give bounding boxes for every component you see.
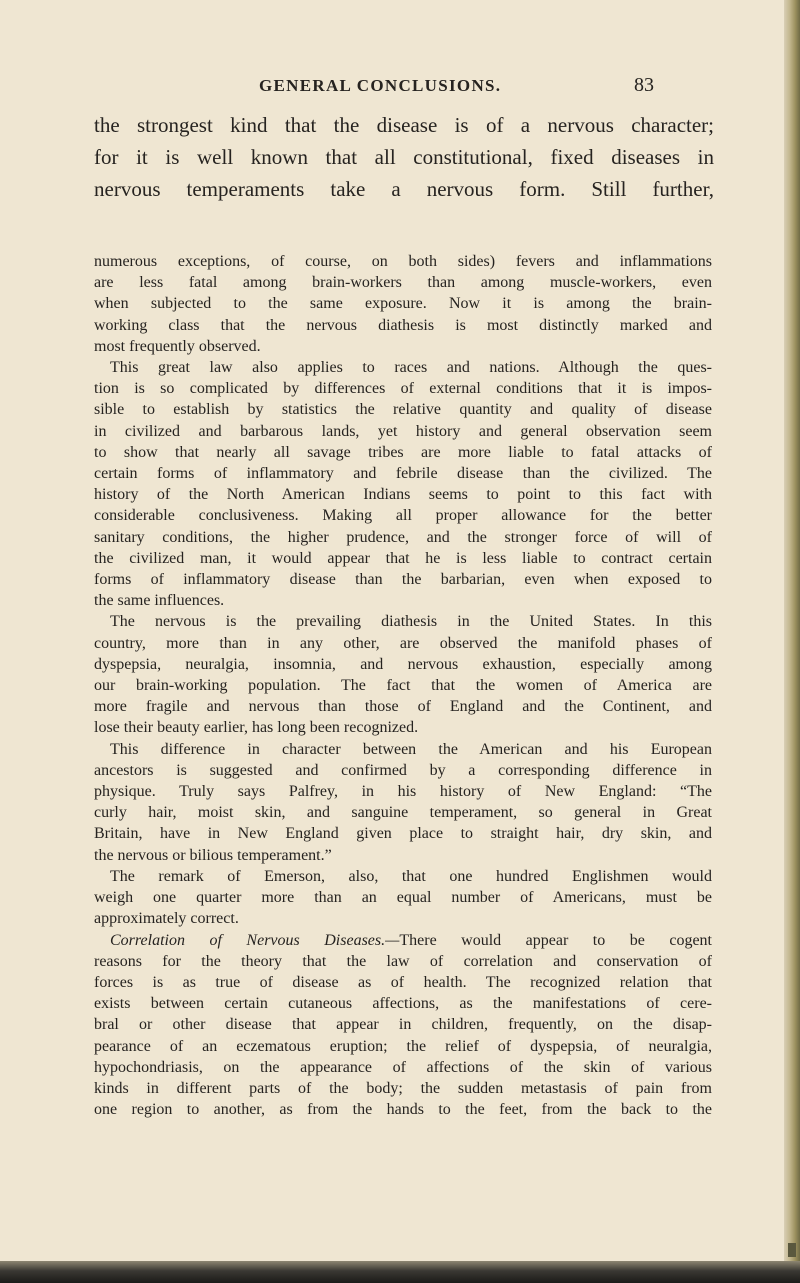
text-line: numerous exceptions, of course, on both sides) fevers and inflammations bbox=[94, 253, 712, 270]
page-header bbox=[0, 76, 784, 106]
text-line: one region to another, as from the hands to the feet, from the back to the bbox=[94, 1101, 712, 1119]
text-line: dyspepsia, neuralgia, insomnia, and nervous exhaustion, especially among bbox=[94, 655, 712, 673]
text-line: The nervous is the prevailing diathesis in the United States. In this bbox=[110, 613, 712, 631]
text-line: forms of inflammatory disease than the barbarian, even when exposed to bbox=[94, 571, 712, 589]
text-line: forces is as true of disease as of health. The recognized relation that bbox=[94, 973, 712, 991]
text-line: curly hair, moist skin, and sanguine temperament, so general in Great bbox=[94, 804, 712, 822]
text-line: kinds in different parts of the body; the sudden metastasis of pain from bbox=[94, 1079, 712, 1097]
text-line: weigh one quarter more than an equal number of Americans, must be bbox=[94, 889, 712, 907]
text-line: sible to establish by statistics the relative quantity and quality of disease bbox=[94, 401, 712, 419]
text-line: the strongest kind that the disease is of a nervous character; bbox=[94, 113, 714, 137]
page-corner-mark bbox=[788, 1243, 796, 1257]
text-line: most frequently observed. bbox=[94, 337, 261, 355]
text-line: for it is well known that all constitutional, fixed diseases in bbox=[94, 145, 714, 169]
running-head: GENERAL CONCLUSIONS. bbox=[259, 76, 502, 95]
text-line: This great law also applies to races and nations. Although the ques- bbox=[110, 359, 712, 377]
body-text bbox=[94, 251, 712, 1120]
text-line: to show that nearly all savage tribes are more liable to fatal attacks of bbox=[94, 443, 712, 461]
text-line: pearance of an eczematous eruption; the relief of dyspepsia, of neuralgia, bbox=[94, 1037, 712, 1055]
lead-paragraph bbox=[94, 109, 714, 205]
text-line: physique. Truly says Palfrey, in his history of New England: “The bbox=[94, 783, 712, 801]
text-line: tion is so complicated by differences of external conditions that it is impos- bbox=[94, 380, 712, 398]
text-line: This difference in character between the American and his European bbox=[110, 740, 712, 758]
text-line: hypochondriasis, on the appearance of affections of the skin of various bbox=[94, 1058, 712, 1076]
text-line: working class that the nervous diathesis is most distinctly marked and bbox=[94, 316, 712, 334]
text-line: considerable conclusiveness. Making all proper allowance for the better bbox=[94, 507, 712, 525]
text-line: history of the North American Indians seems to point to this fact with bbox=[94, 486, 712, 504]
text-line: the civilized man, it would appear that he is less liable to contract certain bbox=[94, 549, 712, 567]
text-line: certain forms of inflammatory and febrile disease than the civilized. The bbox=[94, 465, 712, 483]
text-line: ancestors is suggested and confirmed by a corresponding difference in bbox=[94, 761, 712, 779]
text-line: Britain, have in New England given place to straight hair, dry skin, and bbox=[94, 825, 712, 843]
text-line: lose their beauty earlier, has long been recognized. bbox=[94, 719, 419, 737]
text-line: when subjected to the same exposure. Now it is among the brain- bbox=[94, 295, 712, 313]
text-line: exists between certain cutaneous affections, as the manifestations of cere- bbox=[94, 995, 712, 1013]
text-line: approximately correct. bbox=[94, 910, 239, 928]
text-line: reasons for the theory that the law of correlation and conservation of bbox=[94, 952, 712, 970]
page-number: 83 bbox=[634, 74, 654, 96]
text-line: country, more than in any other, are observed the manifold phases of bbox=[94, 634, 712, 652]
section-heading-line bbox=[94, 930, 712, 951]
page-edge bbox=[784, 0, 800, 1283]
text-line: bral or other disease that appear in children, frequently, on the disap- bbox=[94, 1016, 712, 1034]
section-heading: Correlation of Nervous Diseases.— bbox=[110, 931, 400, 949]
text-line: nervous temperaments take a nervous form. Still further, bbox=[94, 177, 714, 201]
text-line: are less fatal among brain-workers than among muscle-workers, even bbox=[94, 274, 712, 292]
text-line: our brain-working population. The fact that the women of America are bbox=[94, 677, 712, 695]
text-line: There would appear to be cogent bbox=[399, 931, 712, 949]
text-line: The remark of Emerson, also, that one hundred Englishmen would bbox=[110, 867, 712, 885]
text-line: more fragile and nervous than those of England and the Continent, and bbox=[94, 698, 712, 716]
scan-bottom-edge bbox=[0, 1261, 800, 1283]
text-line: the nervous or bilious temperament.” bbox=[94, 846, 332, 864]
text-line: in civilized and barbarous lands, yet history and general observation seem bbox=[94, 422, 712, 440]
text-line: sanitary conditions, the higher prudence, and the stronger force of will of bbox=[94, 528, 712, 546]
text-line: the same influences. bbox=[94, 592, 225, 610]
